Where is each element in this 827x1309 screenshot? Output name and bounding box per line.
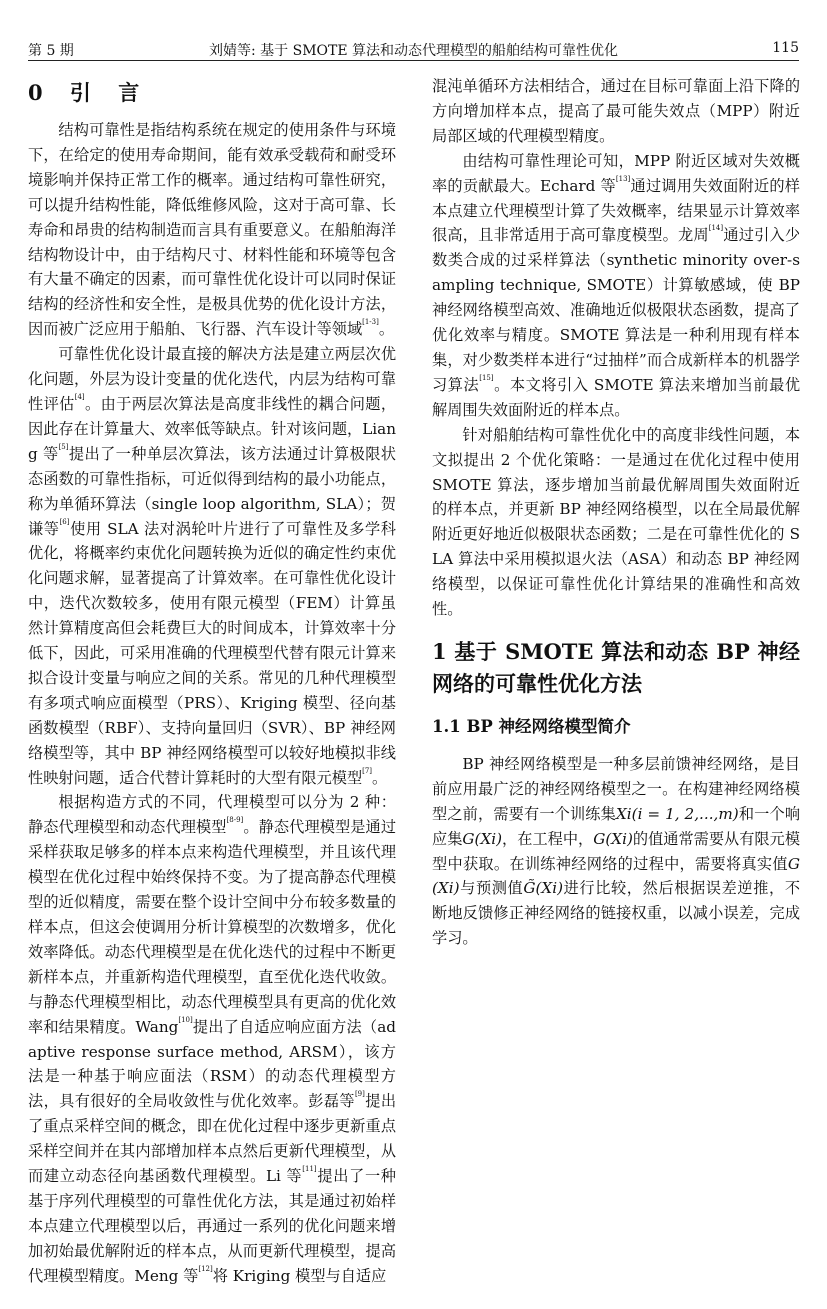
- citation: [1-3]: [362, 318, 379, 327]
- citation: [13]: [615, 174, 631, 183]
- citation: [11]: [302, 1165, 317, 1174]
- page-number: 115: [772, 40, 799, 56]
- citation: [14]: [708, 224, 724, 233]
- citation: [12]: [198, 1264, 213, 1273]
- running-title: 刘婧等: 基于 SMOTE 算法和动态代理模型的船舶结构可靠性优化: [208, 43, 619, 59]
- right-column: [432, 74, 800, 951]
- running-header: [28, 36, 799, 61]
- left-column: [28, 74, 396, 1289]
- intro-paragraph-3-continued: 混沌单循环方法相结合，通过在目标可靠面上沿下降的方向增加样本点，提高了最可能失效点（MPP）附近局部区域的代理模型精度。: [432, 77, 800, 145]
- citation: [7]: [362, 766, 373, 775]
- intro-paragraph-4: 由结构可靠性理论可知，MPP 附近区域对失效概率的贡献最大。Echard 等[13]通过调用失效面附近的样本点建立代理模型计算了失效概率，结果显示计算效率很高，且非常适用于高可靠度模型。龙周[14]通过引入少数类合成的过采样算法（synthetic minority over-sampling technique, SMOTE）计算敏感域，使 BP 神经网络模型高效、准确地近似极限状态函数，提高了优化效率与精度。SMOTE 算法是一种利用现有样本集，对少数类样本进行“过抽样”而合成新样本的机器学习算法[15]。本文将引入 SMOTE 算法来增加当前最优解周围失效面附近的样本点。: [432, 151, 801, 419]
- citation: [6]: [59, 517, 70, 526]
- section-0-heading: 0 引 言: [28, 80, 150, 105]
- citation: [9]: [354, 1090, 365, 1099]
- subsection-1-1-paragraph: BP 神经网络模型是一种多层前馈神经网络，是目前应用最广泛的神经网络模型之一。在构建神经网络模型之前，需要有一个训练集Xi(i = 1, 2,...,m)和一个响应集G(Xi)，在工程中，G(Xi)的值通常需要从有限元模型中获取。在训练神经网络的过程中，需要将真实值G(Xi)与预测值G̃(Xi)进行比较，然后根据误差逆推，不断地反馈修正神经网络的链接权重，以减小误差，完成学习。: [432, 754, 801, 948]
- math-training-set: Xi(i = 1, 2,...,m): [615, 804, 739, 823]
- citation: [8-9]: [226, 816, 244, 825]
- citation: [5]: [58, 442, 69, 451]
- issue-number: 第 5 期: [28, 43, 74, 59]
- math-true-value: G(Xi): [432, 854, 800, 898]
- citation: [4]: [74, 392, 85, 401]
- intro-paragraph-2: 可靠性优化设计最直接的解决方法是建立两层次优化问题，外层为设计变量的优化迭代，内层为结构可靠性评估[4]。由于两层次算法是高度非线性的耦合问题，因此存在计算量大、效率低等缺点。针对该问题，Liang 等[5]提出了一种单层次算法，该方法通过计算极限状态函数的可靠性指标，可近似得到结构的最小功能点，称为单循环算法（single loop algorithm, SLA）；贺谦等[6]使用 SLA 法对涡轮叶片进行了可靠性及多学科优化，将概率约束优化问题转换为近似的确定性约束优化问题求解，显著提高了计算效率。在可靠性优化设计中，迭代次数较多，使用有限元模型（FEM）计算虽然计算精度高但会耗费巨大的时间成本，计算效率十分低下，因此，可采用准确的代理模型代替有限元计算来拟合设计变量与响应之间的关系。常见的几种代理模型有多项式响应面模型（PRS）、Kriging 模型、径向基函数模型（RBF）、支持向量回归（SVR）、BP 神经网络模型等，其中 BP 神经网络模型可以较好地模拟非线性映射问题，适合代替计算耗时的大型有限元模型[7]。: [28, 345, 397, 787]
- math-predicted-value: G̃(Xi): [523, 879, 563, 898]
- section-1-heading: 1 基于 SMOTE 算法和动态 BP 神经网络的可靠性优化方法: [432, 638, 800, 696]
- citation: [10]: [178, 1015, 193, 1024]
- subsection-1-1-heading: 1.1 BP 神经网络模型简介: [432, 716, 631, 736]
- intro-paragraph-3: 根据构造方式的不同，代理模型可以分为 2 种：静态代理模型和动态代理模型[8-9]。静态代理模型是通过采样获取足够多的样本点来构造代理模型，并且该代理模型在优化过程中始终保持不变。为了提高静态代理模型的近似精度，需要在整个设计空间中分布较多数量的样本点，但这会使调用分析计算模型的次数增多，优化效率降低。动态代理模型是在优化迭代的过程中不断更新样本点，并重新构造代理模型，直至优化迭代收敛。与静态代理模型相比，动态代理模型具有更高的优化效率和结果精度。Wang[10]提出了自适应响应面方法（adaptive response surface method, ARSM），该方法是一种基于响应面法（RSM）的动态代理模型方法，具有很好的全局收敛性与优化效率。彭磊等[9]提出了重点采样空间的概念，即在优化过程中逐步更新重点采样空间并在其内部增加样本点然后更新代理模型，从而建立动态径向基函数代理模型。Li 等[11]提出了一种基于序列代理模型的可靠性优化方法，其是通过初始样本点建立代理模型以后，再通过一系列的优化问题来增加初始最优解附近的样本点，从而更新代理模型，提高代理模型精度。Meng 等[12]将 Kriging 模型与自适应: [28, 793, 397, 1285]
- citation: [15]: [479, 373, 494, 382]
- intro-paragraph-5: 针对船舶结构可靠性优化中的高度非线性问题，本文拟提出 2 个优化策略：一是通过在优化过程中使用 SMOTE 算法，逐步增加当前最优解周围失效面附近的样本点，并更新 BP 神经网络模型，以在全局最优解附近更好地近似极限状态函数；二是在可靠性优化的 SLA 算法中采用模拟退火法（ASA）和动态 BP 神经网络模型，以保证可靠性优化计算结果的准确性和高效性。: [432, 425, 800, 619]
- math-response: G(Xi): [593, 829, 633, 848]
- math-response-set: G(Xi): [462, 829, 503, 848]
- intro-paragraph-1: 结构可靠性是指结构系统在规定的使用条件与环境下，在给定的使用寿命期间，能有效承受载荷和耐受环境影响并保持正常工作的概率。通过结构可靠性研究，可以提升结构性能，降低维修风险，这对于高可靠、长寿命和昂贵的结构制造而言具有重要意义。在船舶海洋结构物设计中，由于结构尺寸、材料性能和环境等包含有大量不确定的因素，而可靠性优化设计可以同时保证结构的经济性和安全性，是极具优势的优化设计方法，因而被广泛应用于船舶、飞行器、汽车设计等领域[1-3]。: [28, 121, 396, 339]
